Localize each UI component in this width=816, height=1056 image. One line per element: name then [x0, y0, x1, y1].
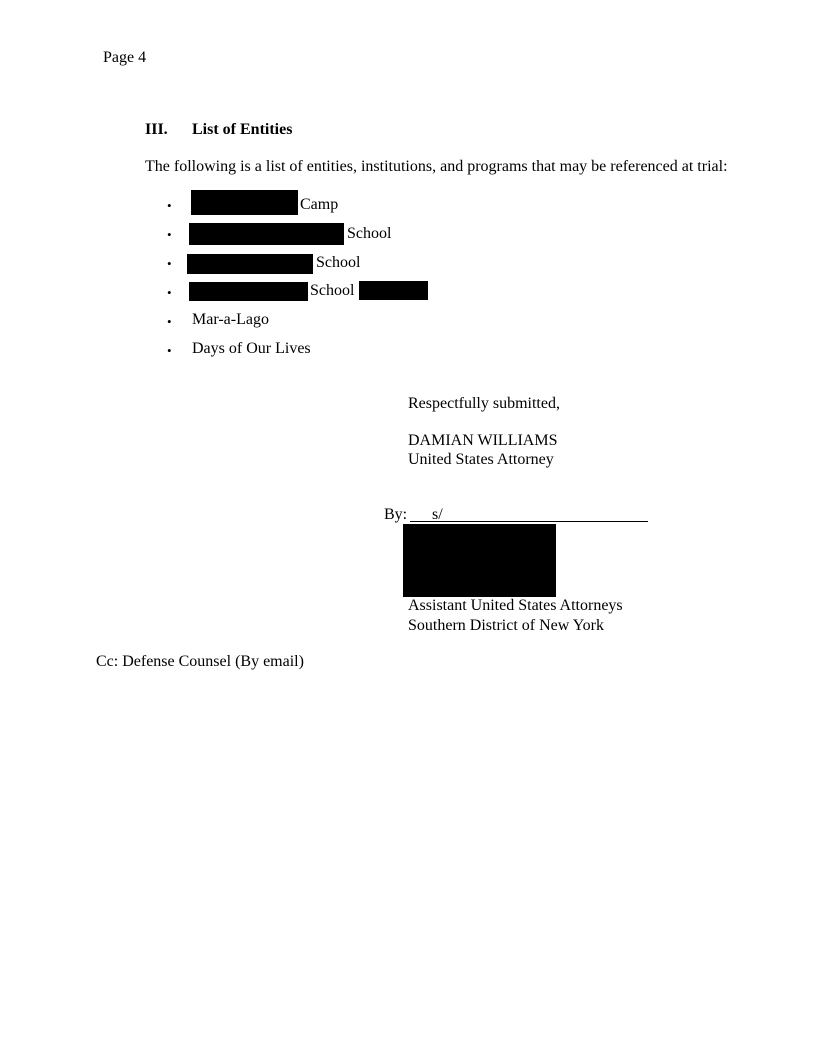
- list-item-text: Days of Our Lives: [192, 340, 311, 357]
- bullet-icon: •: [167, 285, 172, 300]
- bullet-icon: •: [167, 314, 172, 329]
- list-item-text: School: [347, 225, 392, 242]
- by-label: By:: [384, 506, 408, 523]
- redaction-block: [189, 282, 308, 301]
- redaction-block: [189, 223, 344, 245]
- attorney-title: United States Attorney: [408, 451, 554, 468]
- redaction-block: [191, 190, 298, 215]
- bullet-icon: •: [167, 343, 172, 358]
- bullet-icon: •: [167, 256, 172, 271]
- cc-line: Cc: Defense Counsel (By email): [96, 653, 304, 670]
- redaction-block: [187, 254, 313, 274]
- bullet-icon: •: [167, 227, 172, 242]
- signature-line: [410, 521, 648, 522]
- bullet-icon: •: [167, 198, 172, 213]
- page-number: Page 4: [103, 49, 147, 66]
- attorney-name: DAMIAN WILLIAMS: [408, 432, 558, 449]
- redaction-block: [403, 524, 556, 597]
- signer-title: Assistant United States Attorneys: [408, 597, 623, 614]
- redaction-block: [359, 281, 428, 300]
- list-item-text: School: [310, 282, 355, 299]
- list-item-text: Camp: [300, 196, 339, 213]
- section-number: III.: [145, 121, 168, 138]
- list-item-text: School: [316, 254, 361, 271]
- section-title: List of Entities: [192, 121, 293, 138]
- intro-paragraph: The following is a list of entities, institutions, and programs that may be referenced at trial:: [145, 158, 728, 175]
- closing-salutation: Respectfully submitted,: [408, 395, 560, 412]
- district-name: Southern District of New York: [408, 617, 604, 634]
- signature-mark: s/: [432, 506, 443, 523]
- list-item-text: Mar-a-Lago: [192, 311, 269, 328]
